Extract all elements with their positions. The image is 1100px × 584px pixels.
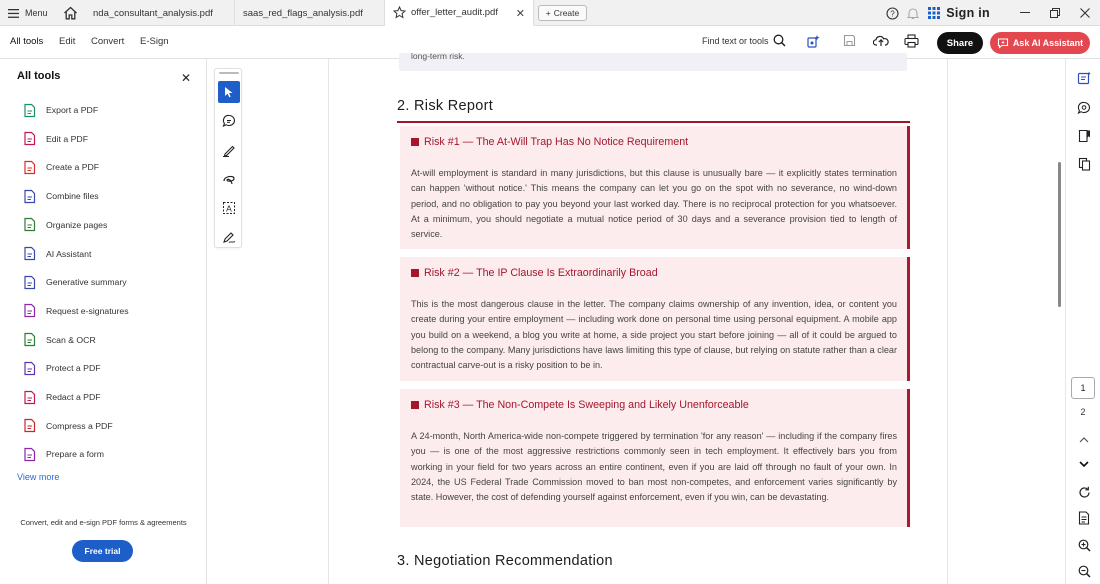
previous-section-box (399, 53, 907, 71)
free-trial-button[interactable]: Free trial (72, 540, 133, 562)
print-icon[interactable] (904, 34, 919, 48)
all-tools-panel (0, 59, 207, 584)
chevron-up-icon[interactable] (1075, 430, 1093, 448)
risk-card (400, 389, 910, 527)
tool-label: Generative summary (46, 277, 127, 288)
tool-item-protect-a-pdf[interactable] (22, 359, 101, 377)
create-button[interactable]: + Create (538, 5, 587, 21)
scan-ocr-icon (22, 332, 37, 347)
hamburger-icon (8, 9, 19, 18)
tool-label: Create a PDF (46, 162, 100, 173)
home-icon[interactable] (60, 3, 80, 23)
ai-chat-icon (997, 37, 1009, 49)
tool-item-create-a-pdf[interactable] (22, 158, 99, 176)
find-text-button[interactable]: Find text or tools (702, 36, 769, 46)
close-tab-icon[interactable]: ✕ (515, 8, 525, 20)
tool-item-export-a-pdf[interactable] (22, 101, 98, 119)
sign-tool-icon[interactable] (218, 226, 240, 248)
risk-card (400, 126, 910, 249)
page-number-current[interactable]: 1 (1071, 377, 1095, 399)
tool-item-prepare-a-form[interactable] (22, 445, 104, 463)
risk-title: Risk #1 — The At-Will Trap Has No Notice Requirement (411, 136, 688, 148)
quick-tools-bar (214, 68, 242, 248)
plus-icon: + (545, 8, 551, 18)
vertical-scrollbar[interactable] (1056, 59, 1064, 584)
tab-bar (0, 0, 1100, 26)
promo-text: Convert, edit and e-sign PDF forms & agreements (20, 518, 187, 527)
copy-pages-icon[interactable] (1075, 155, 1093, 173)
svg-text:?: ? (890, 9, 895, 18)
sign-in-link[interactable]: Sign in (946, 6, 990, 20)
tool-item-compress-a-pdf[interactable] (22, 417, 113, 435)
bell-icon[interactable] (902, 3, 924, 23)
tab-offer-letter-audit[interactable]: offer_letter_audit.pdf ✕ (385, 0, 534, 26)
tool-item-redact-a-pdf[interactable] (22, 388, 101, 406)
apps-grid-icon[interactable] (924, 3, 944, 23)
section-heading-risk-report: 2. Risk Report (397, 98, 494, 114)
prepare-form-icon (22, 447, 37, 462)
draw-freehand-icon[interactable] (218, 168, 240, 190)
tool-label: Redact a PDF (46, 392, 101, 402)
request-esignatures-icon (22, 303, 37, 318)
risk-bullet-icon (411, 401, 419, 409)
section-divider (397, 121, 910, 123)
risk-body: At-will employment is standard in many jurisdictions, but this clause is unusually bare — it explicitly states termination can happen 'without notice.' This means the company can let you go on the spot with no severance, no wind-down period, and no obligation to pay you beyond your last worked day. There is no reciprocal protection for you whatsoever. At a minimum, you should negotiate a mutual notice period of 30 days and a severance provision tied to length of service. (411, 168, 897, 240)
star-icon[interactable] (393, 6, 406, 19)
risk-body: This is the most dangerous clause in the letter. The company claims ownership of any invention, idea, or content you create during your entire employment — including work done on personal time using personal equipment. A mobile app you build on a weekend, a blog you write at home, a side project you start before joining — all of it could be argued to belong to the company. Many jurisdictions have laws limiting this type of clause, but relying on statute rather than a clear contractual carve-out is a risky position to be in. (411, 299, 897, 371)
tool-item-scan-ocr[interactable] (22, 331, 96, 349)
tab-nda-consultant-analysis[interactable]: nda_consultant_analysis.pdf (85, 0, 235, 26)
minimize-icon[interactable] (1010, 0, 1040, 26)
scroll-thumb[interactable] (1058, 162, 1061, 307)
tool-item-edit-a-pdf[interactable] (22, 130, 88, 148)
nav-esign[interactable]: E-Sign (140, 36, 169, 47)
previous-section-text: long-term risk. (411, 53, 465, 61)
redact-pdf-icon (22, 390, 37, 405)
nav-all-tools[interactable]: All tools (10, 36, 44, 47)
risk-bullet-icon (411, 138, 419, 146)
menu-label: Menu (25, 8, 48, 18)
titlebar-right (882, 0, 1100, 26)
tab-saas-red-flags-analysis[interactable]: saas_red_flags_analysis.pdf (235, 0, 385, 26)
search-icon[interactable] (773, 34, 786, 47)
tool-item-ai-assistant[interactable] (22, 245, 91, 263)
nav-edit[interactable]: Edit (59, 36, 76, 47)
restore-icon[interactable] (1040, 0, 1070, 26)
zoom-out-icon[interactable] (1075, 562, 1093, 580)
panel-title: All tools (17, 70, 61, 82)
save-icon[interactable] (843, 34, 856, 47)
risk-bullet-icon (411, 269, 419, 277)
comment-tool-icon[interactable] (218, 110, 240, 132)
view-more-link[interactable]: View more (17, 472, 60, 482)
tool-label: Combine files (46, 191, 99, 202)
pdf-page (328, 53, 948, 584)
export-pdf-icon (22, 103, 37, 118)
text-box-icon[interactable] (218, 197, 240, 219)
select-tool-icon[interactable] (218, 81, 240, 103)
right-rail (1065, 59, 1100, 584)
risk-title: Risk #2 — The IP Clause Is Extraordinarily Broad (411, 267, 658, 279)
protect-pdf-icon (22, 361, 37, 376)
page-view-icon[interactable] (1075, 509, 1093, 527)
cloud-upload-icon[interactable] (873, 34, 889, 47)
risk-body: A 24-month, North America-wide non-compete triggered by termination 'for any reason' — including if the company fires you — is one of the most aggressive restrictions commonly seen in tech employment. It effectively bars you from working in your field for two years across an entire continent, even if you are laid off through no fault of your own. In 2024, the US Federal Trade Commission moved to ban most non-competes, and enforcement varies significantly by state. However, the cost of defending yourself against enforcement, even if you win, can be devastating. (411, 431, 897, 503)
chevron-down-icon[interactable] (1075, 455, 1093, 473)
risk-card (400, 257, 910, 381)
tool-item-organize-pages[interactable] (22, 216, 107, 234)
comments-icon[interactable] (1075, 99, 1093, 117)
svg-text:A: A (226, 203, 232, 214)
zoom-in-icon[interactable] (1075, 536, 1093, 554)
close-panel-icon[interactable]: ✕ (181, 71, 192, 85)
create-pdf-icon (22, 160, 37, 175)
ai-assistant-icon (22, 246, 37, 261)
edit-pdf-icon (22, 131, 37, 146)
menu-button[interactable] (8, 0, 48, 26)
tool-item-request-e-signatures[interactable] (22, 302, 129, 320)
ask-ai-assistant-button[interactable]: Ask AI Assistant (990, 32, 1090, 54)
tool-label: Request e-signatures (46, 305, 129, 316)
tool-label: Scan & OCR (46, 334, 96, 345)
help-icon[interactable] (882, 3, 902, 23)
section-heading-negotiation: 3. Negotiation Recommendation (397, 553, 613, 569)
highlight-pen-icon[interactable] (218, 139, 240, 161)
tool-item-generative-summary[interactable] (22, 273, 127, 291)
ai-tools-icon[interactable] (806, 34, 821, 49)
drag-handle[interactable] (219, 72, 239, 74)
tool-label: Protect a PDF (46, 363, 101, 374)
tool-label: Organize pages (46, 219, 108, 230)
rotate-icon[interactable] (1075, 483, 1093, 501)
nav-convert[interactable]: Convert (91, 36, 125, 47)
share-button[interactable]: Share (937, 32, 983, 54)
page-number[interactable]: 2 (1080, 407, 1086, 417)
ai-summary-icon[interactable] (1075, 69, 1093, 87)
tool-item-combine-files[interactable] (22, 187, 99, 205)
tool-label: Edit a PDF (46, 133, 89, 144)
tool-label: AI Assistant (46, 248, 92, 259)
organize-pages-icon (22, 217, 37, 232)
generative-summary-icon (22, 275, 37, 290)
tool-label: Prepare a form (46, 449, 104, 460)
combine-files-icon (22, 189, 37, 204)
tool-label: Export a PDF (46, 105, 99, 115)
compress-pdf-icon (22, 418, 37, 433)
bookmarks-icon[interactable] (1075, 127, 1093, 145)
close-window-icon[interactable] (1070, 0, 1100, 26)
tool-label: Compress a PDF (46, 420, 113, 431)
risk-title: Risk #3 — The Non-Compete Is Sweeping and Likely Unenforceable (411, 399, 749, 411)
